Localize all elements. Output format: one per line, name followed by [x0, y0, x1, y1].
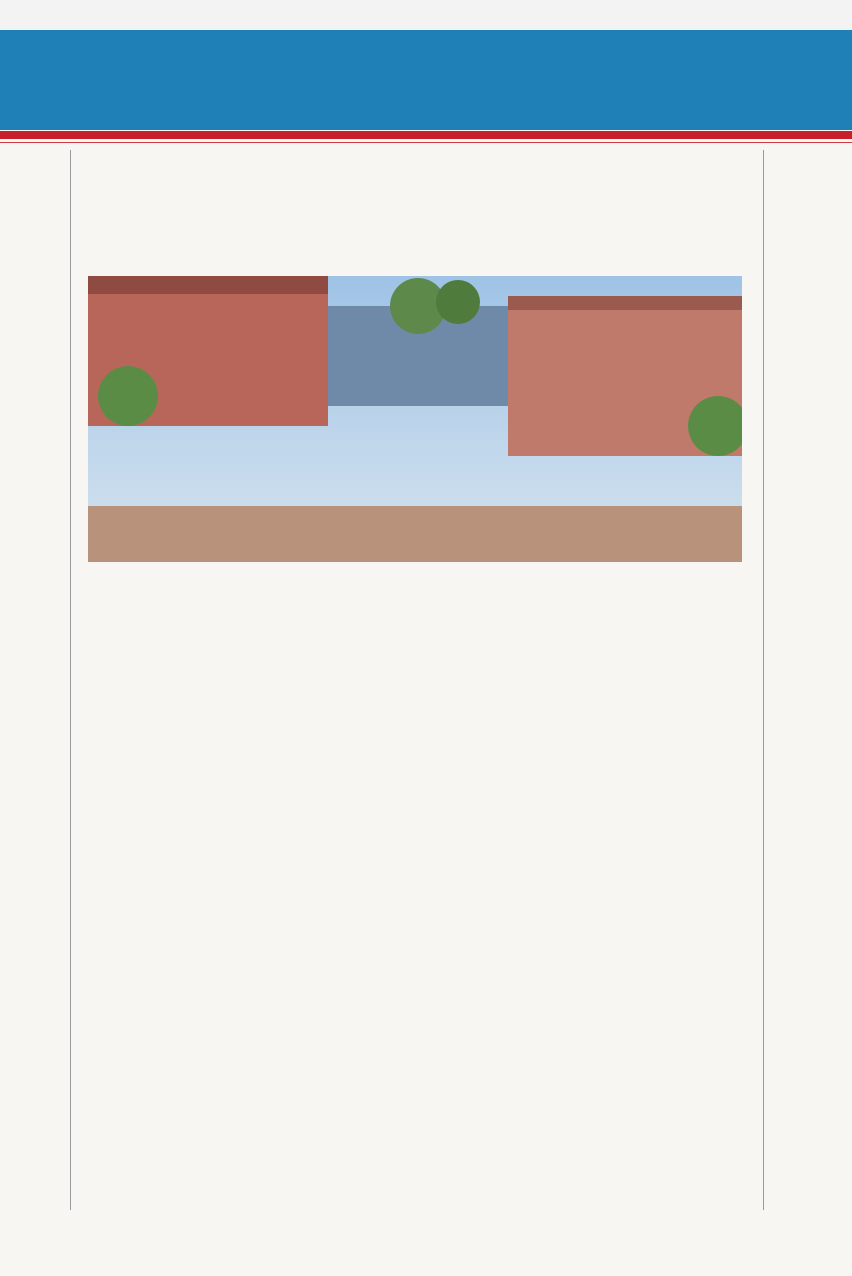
column-divider-right: [763, 150, 764, 1210]
group-photo-illustration: [88, 276, 742, 562]
banner-thin-rule: [0, 142, 852, 143]
section-banner: [0, 30, 852, 130]
page-top-margin: [0, 0, 852, 30]
banner-red-rule: [0, 131, 852, 139]
group-photo: [88, 276, 742, 562]
column-divider-left: [70, 150, 71, 1210]
